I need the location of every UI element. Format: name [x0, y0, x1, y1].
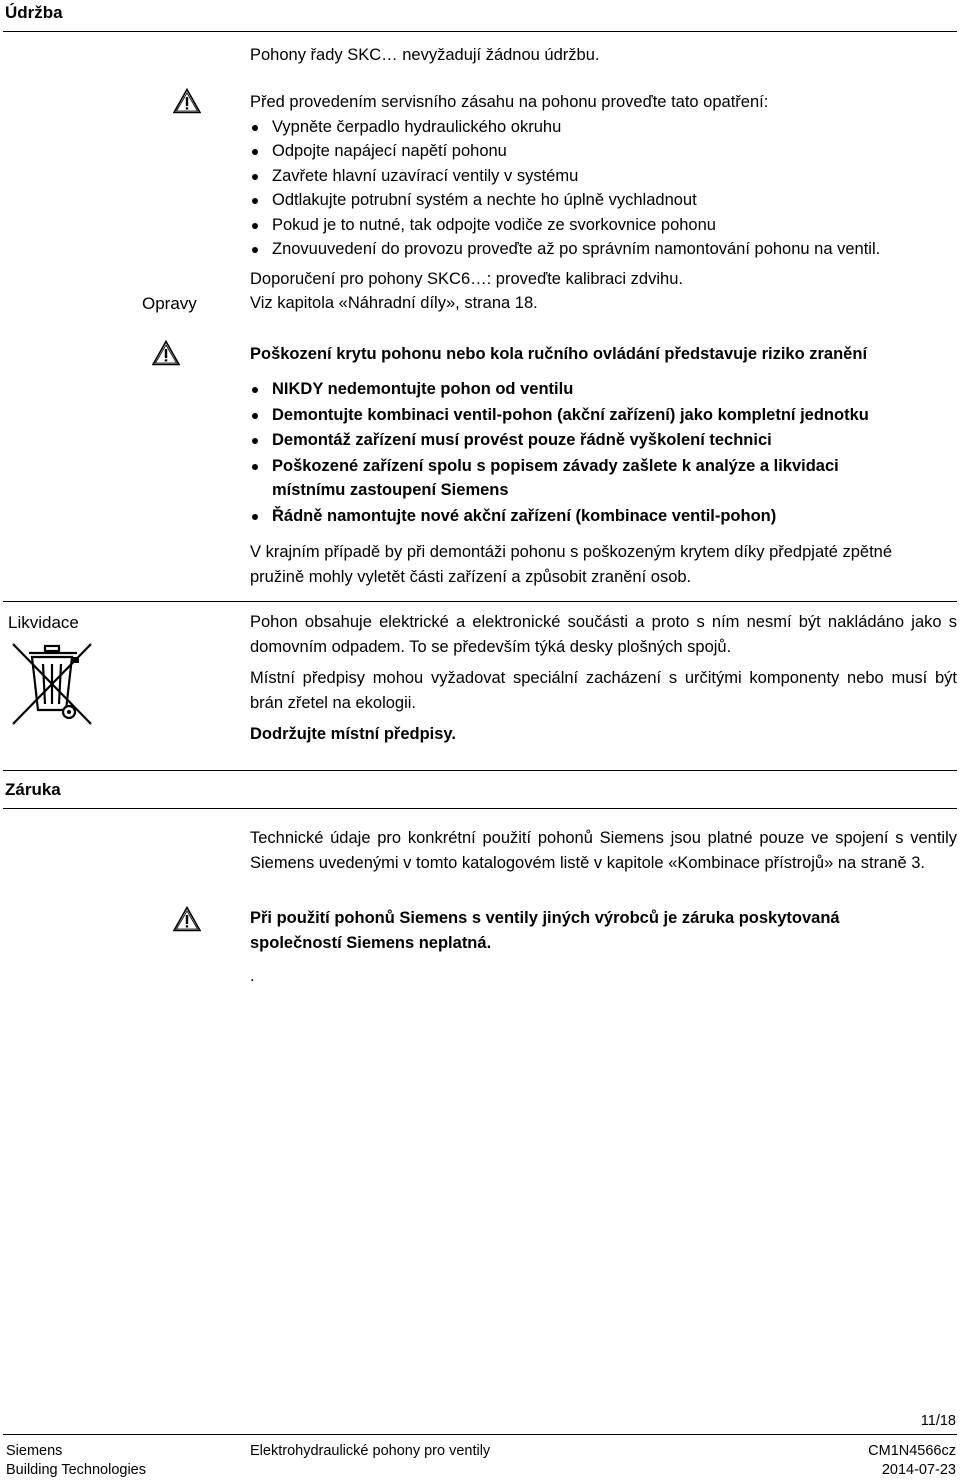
list-item: Odtlakujte potrubní systém a nechte ho úplně vychladnout — [250, 188, 957, 213]
repairs-warning-title: Poškození krytu pohonu nebo kola ručního ovládání představuje riziko zranění — [250, 345, 868, 363]
list-item: Demontujte kombinaci ventil-pohon (akční zařízení) jako kompletní jednotku — [250, 403, 910, 428]
section-divider — [3, 31, 957, 32]
list-item: Demontáž zařízení musí provést pouze řádně vyškolení technici — [250, 428, 910, 453]
repairs-list — [250, 377, 910, 528]
service-block — [250, 90, 957, 262]
footer-company: Siemens — [6, 1443, 63, 1459]
footer-doc-title: Elektrohydraulické pohony pro ventily — [250, 1443, 491, 1459]
footer-division: Building Technologies — [6, 1462, 147, 1478]
weee-crossed-bin-icon — [11, 640, 93, 726]
warranty-text-1: Technické údaje pro konkrétní použití pohonů Siemens jsou platné pouze ve spojení s ventily Siemens uvedenými v tomto katalogovém listě v kapitole «Kombinace přístrojů» na straně 3. — [250, 829, 957, 872]
disposal-block — [250, 610, 957, 747]
section-header-udrzba: Údržba — [5, 3, 63, 22]
recommendation: Doporučení pro pohony SKC6…: proveďte kalibraci zdvihu. — [250, 270, 683, 288]
list-item: Pokud je to nutné, tak odpojte vodiče ze svorkovnice pohonu — [250, 213, 957, 238]
list-item: Odpojte napájecí napětí pohonu — [250, 139, 957, 164]
side-label-opravy: Opravy — [142, 294, 197, 313]
section-header-zaruka: Záruka — [5, 780, 61, 799]
footer-date: 2014-07-23 — [881, 1462, 956, 1478]
service-list — [250, 115, 957, 262]
disposal-text-2: Místní předpisy mohou vyžadovat speciální zacházení s určitými komponenty nebo musí být brán zřetel na ekologii. — [250, 669, 957, 712]
list-item: NIKDY nedemontujte pohon od ventilu — [250, 377, 910, 402]
list-item: Zavřete hlavní uzavírací ventily v systému — [250, 164, 957, 189]
page-number: 11/18 — [920, 1413, 956, 1429]
section-divider — [3, 770, 957, 771]
repairs-reference: Viz kapitola «Náhradní díly», strana 18. — [250, 294, 538, 312]
list-item: Poškozené zařízení spolu s popisem závady zašlete k analýze a likvidaci místnímu zastoupení Siemens — [250, 454, 910, 503]
warning-triangle-icon — [173, 88, 201, 114]
warranty-text-2: Při použití pohonů Siemens s ventily jiných výrobců je záruka poskytovaná společností Siemens neplatná. — [250, 909, 840, 952]
list-item: Vypněte čerpadlo hydraulického okruhu — [250, 115, 957, 140]
disposal-text-3: Dodržujte místní předpisy. — [250, 725, 456, 743]
list-item: Řádně namontujte nové akční zařízení (kombinace ventil-pohon) — [250, 504, 910, 529]
side-label-likvidace: Likvidace — [8, 613, 79, 632]
disposal-text-1: Pohon obsahuje elektrické a elektronické součásti a proto s ním nesmí být nakládáno jako s domovním odpadem. To se především týká desky plošných spojů. — [250, 613, 957, 656]
list-item: Znovuuvedení do provozu proveďte až po správním namontování pohonu na ventil. — [250, 237, 957, 262]
warning-triangle-icon — [152, 340, 180, 366]
warranty-dot: . — [250, 967, 255, 985]
section-divider — [3, 808, 957, 809]
service-lead: Před provedením servisního zásahu na pohonu proveďte tato opatření: — [250, 93, 769, 111]
repairs-note: V krajním případě by při demontáži pohonu s poškozeným krytem díky předpjaté zpětné pružině mohly vyletět části zařízení a způsobit zranění osob. — [250, 543, 893, 586]
maintenance-intro: Pohony řady SKC… nevyžadují žádnou údržbu. — [250, 46, 600, 64]
warning-triangle-icon — [173, 906, 201, 932]
section-divider — [3, 601, 957, 602]
footer-divider — [3, 1434, 957, 1435]
footer-doc-id: CM1N4566cz — [868, 1443, 956, 1459]
